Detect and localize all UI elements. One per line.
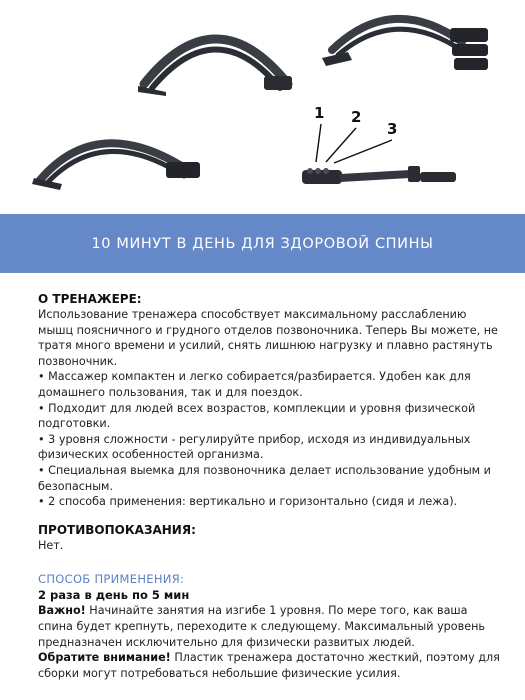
method-frequency: 2 раза в день по 5 мин	[38, 588, 190, 603]
about-heading: О ТРЕНАЖЕРЕ:	[38, 292, 142, 306]
attention-text: Пластик тренажера достаточно жесткий, поэтому для сборки могут потребоваться небольшие физические усилия.	[38, 651, 500, 680]
title-banner	[0, 214, 525, 273]
bullet-item: • Подходит для людей всех возрастов, комплекции и уровня физической подготовки.	[38, 401, 476, 431]
banner-title: 10 МИНУТ В ДЕНЬ ДЛЯ ЗДОРОВОЙ СПИНЫ	[91, 235, 434, 252]
step-pointer-lines	[300, 118, 410, 168]
step-label-1: 1	[314, 104, 325, 122]
bullet-item: • Специальная выемка для позвоночника делает использование удобным и безопасным.	[38, 463, 491, 493]
stretcher-device-large	[136, 6, 296, 96]
attention-note	[38, 650, 500, 681]
bullet-item: • 2 способа применения: вертикально и горизонтально (сидя и лежа).	[38, 495, 458, 509]
product-photo-area	[0, 0, 525, 214]
important-label: Важно!	[38, 604, 86, 618]
description-content	[38, 291, 500, 681]
step-label-2: 2	[351, 108, 362, 126]
important-note	[38, 603, 500, 650]
bullet-item: • Массажер компактен и легко собирается/разбирается. Удобен как для домашнего пользования, так и для поездок.	[38, 370, 471, 399]
important-text: Начинайте занятия на изгибе 1 уровня. По мере того, как ваша спина будет крепнуть, переходите к следующему. Максимальный уровень предназначен исключительно для физически развитых людей.	[38, 604, 486, 649]
stretcher-device-left	[28, 110, 203, 190]
step-label-3: 3	[387, 120, 398, 138]
about-intro: Использование тренажера способствует максимальному расслаблению мышц поясничного и грудного отделов позвоночника. Теперь Вы можете, не тратя много времени и усилий, снять лишнюю нагрузку и плавно растянуть позвоночник.	[38, 308, 498, 368]
contraindications-text: Нет.	[38, 538, 64, 552]
stretcher-device-top-right	[312, 0, 492, 90]
method-heading: СПОСОБ ПРИМЕНЕНИЯ:	[38, 572, 185, 587]
attention-label: Обратите внимание!	[38, 651, 171, 665]
bullet-item: • 3 уровня сложности - регулируйте прибор, исходя из индивидуальных физических особенностей организма.	[38, 432, 471, 462]
contraindications-heading: ПРОТИВОПОКАЗАНИЯ:	[38, 522, 196, 537]
